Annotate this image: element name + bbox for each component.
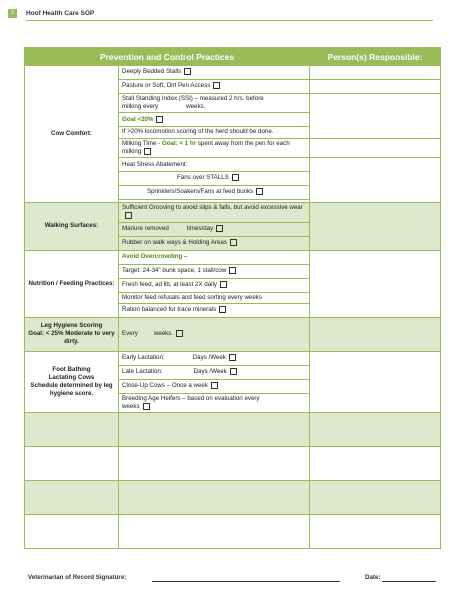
list-item: Monitor feed refusals and feed sorting every weeks bbox=[119, 292, 310, 303]
responsible-cell[interactable] bbox=[310, 94, 441, 139]
empty-row bbox=[25, 413, 441, 447]
table-header-row bbox=[25, 48, 441, 66]
list-item: Sufficient Grooving to avoid slips & falls, but avoid excessive wear bbox=[119, 203, 310, 223]
date-label: Date: bbox=[365, 574, 381, 581]
list-item: Heat Stress Abatement: bbox=[119, 158, 310, 172]
empty-row bbox=[25, 481, 441, 515]
foot-bathing-label: Foot Bathing Lactating Cows Schedule determined by leg hygiene score. bbox=[25, 351, 119, 413]
page-header bbox=[8, 9, 433, 23]
checkbox[interactable] bbox=[156, 116, 163, 123]
list-item: Stall Standing Index (SSI) – measured 2 hrs. before milking every weeks. bbox=[119, 94, 310, 113]
responsible-column-header: Person(s) Responsible: bbox=[310, 48, 441, 66]
signature-block bbox=[28, 572, 440, 584]
checkbox[interactable] bbox=[230, 368, 237, 375]
list-item: Milking Time - Goal: < 1 hr spent away from the pen for each milking bbox=[119, 138, 310, 158]
table-row bbox=[25, 351, 441, 365]
sop-table bbox=[24, 47, 441, 549]
checkbox[interactable] bbox=[176, 330, 183, 337]
empty-row bbox=[25, 515, 441, 549]
checkbox[interactable] bbox=[230, 239, 237, 246]
table-row bbox=[25, 250, 441, 264]
table-row bbox=[25, 66, 441, 80]
checkbox[interactable] bbox=[256, 188, 263, 195]
list-item: Late Lactation: Days /Week bbox=[119, 365, 310, 379]
list-item: Fresh feed, ad lib, at least 2X daily bbox=[119, 278, 310, 292]
checkbox[interactable] bbox=[184, 68, 191, 75]
checkbox[interactable] bbox=[229, 267, 236, 274]
list-item: Early Lactation: Days /Week bbox=[119, 351, 310, 365]
checkbox[interactable] bbox=[211, 382, 218, 389]
list-item: Deeply Bedded Stalls bbox=[119, 66, 310, 80]
list-item: Target: 24-34" bunk space, 1 stall/cow bbox=[119, 264, 310, 278]
responsible-cell[interactable] bbox=[310, 351, 441, 413]
responsible-cell[interactable] bbox=[310, 66, 441, 80]
date-line[interactable] bbox=[382, 581, 436, 582]
list-item: Breeding Age Heifers – based on evaluation every weeks bbox=[119, 393, 310, 413]
list-item: Avoid Overcrowding – bbox=[119, 250, 310, 264]
signature-label: Veterinarian of Record Signature: bbox=[28, 574, 127, 581]
checkbox[interactable] bbox=[216, 225, 223, 232]
empty-row bbox=[25, 447, 441, 481]
list-item: Manure removed times/day bbox=[119, 222, 310, 236]
checkbox[interactable] bbox=[144, 148, 151, 155]
responsible-cell[interactable] bbox=[310, 80, 441, 94]
list-item: Close-Up Cows – Once a week bbox=[119, 379, 310, 393]
list-item: Every weeks. bbox=[119, 317, 310, 351]
table-row bbox=[25, 203, 441, 223]
checkbox[interactable] bbox=[125, 212, 132, 219]
responsible-cell[interactable] bbox=[310, 250, 441, 317]
list-item: Ration balanced for trace minerals bbox=[119, 303, 310, 317]
responsible-cell[interactable] bbox=[310, 138, 441, 158]
cow-comfort-label: Cow Comfort: bbox=[25, 66, 119, 203]
list-item: Sprinklers/Soakers/Fans at feed bunks bbox=[119, 186, 310, 200]
header-rule bbox=[26, 20, 433, 21]
page-number: 2 bbox=[8, 9, 17, 18]
checkbox[interactable] bbox=[213, 82, 220, 89]
checkbox[interactable] bbox=[232, 174, 239, 181]
list-item: If >20% locomotion scoring of the herd should be done. bbox=[119, 127, 310, 138]
checkbox[interactable] bbox=[143, 403, 150, 410]
document-title: Hoof Health Care SOP bbox=[26, 10, 95, 17]
leg-hygiene-label: Leg Hygiene Scoring Goal: < 25% Moderate to very dirty. bbox=[25, 317, 119, 351]
nutrition-label: Nutrition / Feeding Practices: bbox=[25, 250, 119, 317]
list-item: Rubber on walk ways & Holding Areas bbox=[119, 236, 310, 250]
practices-column-header: Prevention and Control Practices bbox=[25, 48, 310, 66]
signature-line[interactable] bbox=[152, 581, 340, 582]
responsible-cell[interactable] bbox=[310, 158, 441, 203]
list-item: Fans over STALLS bbox=[119, 172, 310, 186]
walking-surfaces-label: Walking Surfaces: bbox=[25, 203, 119, 251]
responsible-cell[interactable] bbox=[310, 203, 441, 251]
checkbox[interactable] bbox=[220, 281, 227, 288]
table-row bbox=[25, 317, 441, 351]
list-item: Goal <20% bbox=[119, 113, 310, 127]
checkbox[interactable] bbox=[229, 354, 236, 361]
responsible-cell[interactable] bbox=[310, 317, 441, 351]
checkbox[interactable] bbox=[219, 306, 226, 313]
list-item: Pasture or Soft, Dirt Pen Access bbox=[119, 80, 310, 94]
